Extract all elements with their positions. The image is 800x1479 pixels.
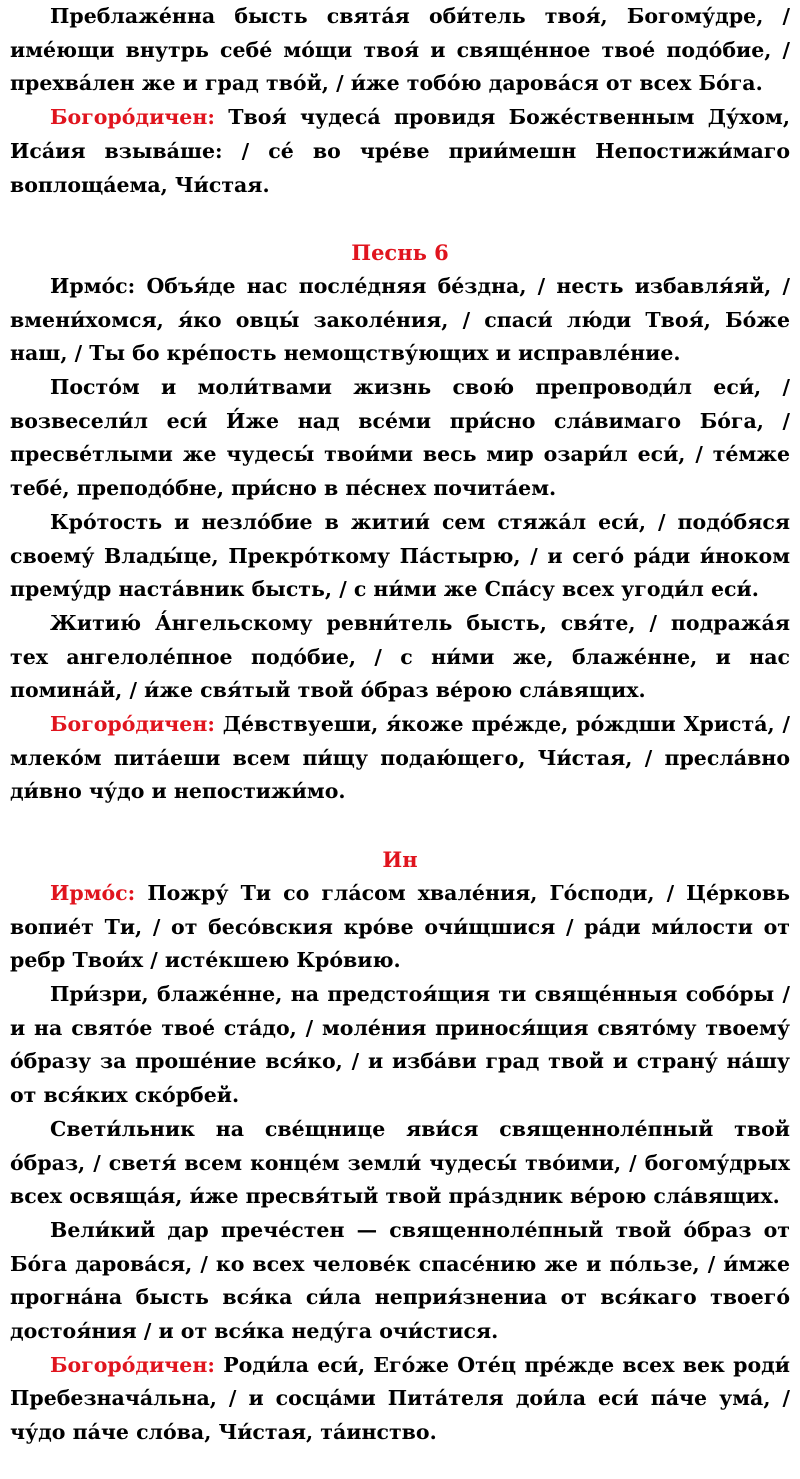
section-heading-in: Ин: [382, 847, 418, 873]
irmos-paragraph: Ирмо́с: Объя́де нас после́дняя бе́здна, / несть избавля́яй, / вмени́хомся, я́ко овцы́ заколе́ния, / спаси́ лю́ди Твоя́, Бо́же наш, / Ты бо кре́пость немощству́ющих и исправле́ние.: [10, 273, 790, 366]
theotokion-paragraph: [10, 708, 790, 809]
section-spacer: [10, 809, 790, 843]
troparion-paragraph: Кро́тость и незло́бие в житии́ сем стяжа́л еси́, / подо́бяся своему́ Влады́це, Прекро́ткому Па́стырю, / и сего́ ра́ди и́ноком прему́др наста́вник бысть, / с ни́ми же Спа́су всех угоди́л еси́.: [10, 509, 790, 602]
theotokion-text: Де́вствуеши, я́коже пре́жде, ро́ждши Христа́, / млеко́м пита́еши всем пи́щу подаю́щего, Чи́стая, / пресла́вно ди́вно чу́до и непостижи́мо.: [10, 712, 790, 804]
troparion-paragraph: Житию́ А́нгельскому ревни́тель бысть, свя́те, / подража́я тех ангелоле́пное подо́бие, / с ни́ми же, блаже́нне, и нас помина́й, / и́же свя́тый твой о́браз ве́рою сла́вящих.: [10, 610, 790, 703]
theotokion-paragraph: [10, 1349, 790, 1450]
irmos-label: Ирмо́с:: [50, 880, 136, 905]
irmos-text: Пожру́ Ти со гла́сом хвале́ния, Го́споди, / Це́рковь вопие́т Ти, / от бесо́вския кро́ве очи́щшися / ра́ди ми́лости от ребр Твои́х / исте́кшею Кро́вию.: [10, 880, 790, 973]
troparion-paragraph: Свети́льник на све́щнице яви́ся священноле́пный твой о́браз, / светя́ всем конце́м земли́ чудесы́ тво́ими, / богому́дрых всех освяща́я, и́же пресвя́тый твой пра́здник ве́рою сла́вящих.: [10, 1116, 790, 1209]
theotokion-label: Богоро́дичен:: [50, 1352, 215, 1377]
troparion-paragraph: Вели́кий дар пречéстен — священноле́пный твой о́браз от Бо́га дарова́ся, / ко всех челове́к спасе́нию же и по́льзе, / и́мже прогна́на бысть вся́ка си́ла неприя́знениа от вся́каго твоего́ достоя́ния / и от вся́ка неду́га очи́стися.: [10, 1217, 790, 1344]
troparion-paragraph: Преблаже́нна бысть свята́я оби́тель твоя́, Богому́дре, / име́ющи внутрь себе́ мо́щи твоя́ и свяще́нное твое́ подо́бие, / прехва́лен же и град тво́й, / и́же тобо́ю дарова́ся от всех Бо́га.: [10, 4, 790, 96]
theotokion-text: Твоя́ чудеса́ провидя Боже́ственным Ду́хом, Иса́ия взыва́ше: / се́ во чре́ве прии́мешн Непостижи́маго воплоща́ема, Чи́стая.: [10, 105, 790, 197]
theotokion-label: Богоро́дичен:: [50, 105, 215, 130]
irmos-paragraph: [10, 877, 790, 978]
theotokion-text: Роди́ла еси́, Его́же Оте́ц пре́жде всех век роди́ Пребезнача́льна, / и сосца́ми Пита́теля дои́ла еси́ па́че ума́, / чу́до па́че сло́ва, Чи́стая, та́инство.: [10, 1352, 790, 1445]
troparion-paragraph: Посто́м и моли́твами жизнь свою́ препроводи́л еси́, / возвесели́л еси́ И́же над все́ми при́сно сла́вимаго Бо́га, / пресве́тлыми же чудесы́ твои́ми весь мир озари́л еси́, / те́мже тебе́, преподо́бне, при́сно в пе́снех почита́ем.: [10, 375, 790, 501]
theotokion-paragraph: [10, 101, 790, 202]
section-heading-song-6: Песнь 6: [351, 240, 449, 266]
theotokion-label: Богоро́дичен:: [50, 712, 215, 737]
section-spacer: [10, 202, 790, 236]
troparion-paragraph: При́зри, блаже́нне, на предстоя́щия ти свяще́нныя собо́ры / и на свято́е твое́ ста́до, / моле́ния принося́щия свято́му твоему́ о́бразу за проше́ние вся́ко, / и изба́ви град твой и страну́ на́шу от вся́ких ско́рбей.: [10, 981, 790, 1108]
